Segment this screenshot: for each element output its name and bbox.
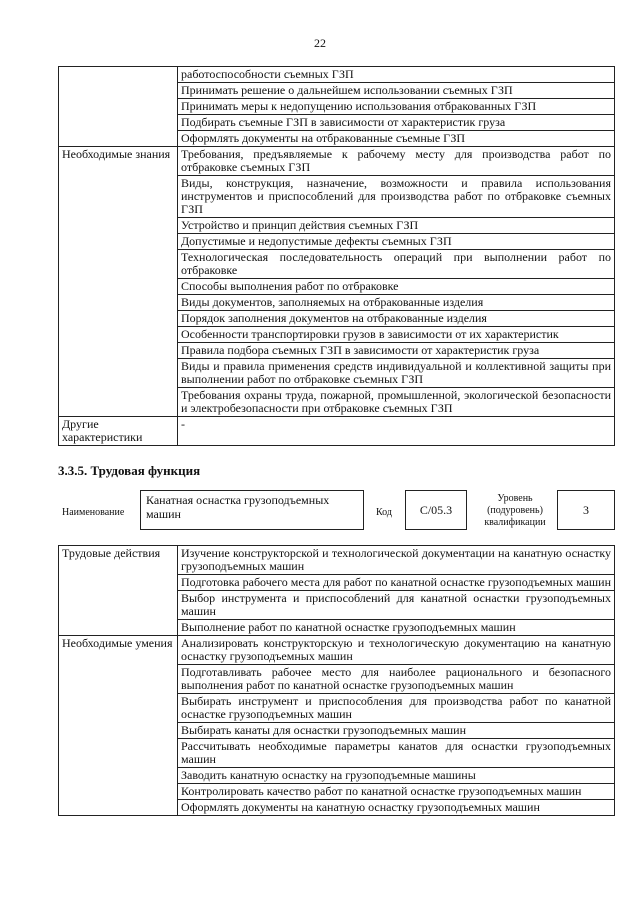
row-item: Выполнение работ по канатной оснастке грузоподъемных машин: [178, 620, 615, 636]
code-box: [405, 490, 467, 530]
row-item: Изучение конструкторской и технологической документации на канатную оснастку грузоподъемных машин: [178, 546, 615, 575]
row-item: Порядок заполнения документов на отбракованные изделия: [178, 311, 615, 327]
row-item: Оформлять документы на канатную оснастку грузоподъемных машин: [178, 800, 615, 816]
table-row: [59, 636, 615, 665]
table-row: [59, 417, 615, 446]
function-name-value: Канатная оснастка грузоподъемных машин: [146, 493, 330, 521]
section-heading: 3.3.5. Трудовая функция: [58, 463, 201, 478]
function-header-row: [58, 490, 615, 536]
level-label: Уровень (подуровень) квалификации: [484, 493, 546, 528]
row-label: [59, 67, 178, 147]
row-item: Принимать меры к недопущению использования отбракованных ГЗП: [178, 99, 615, 115]
row-item: Рассчитывать необходимые параметры канатов для оснастки грузоподъемных машин: [178, 739, 615, 768]
row-item: Требования, предъявляемые к рабочему месту для производства работ по отбраковке съемных ГЗП: [178, 147, 615, 176]
row-item: Подготовка рабочего места для работ по канатной оснастке грузоподъемных машин: [178, 575, 615, 591]
row-item: Принимать решение о дальнейшем использовании съемных ГЗП: [178, 83, 615, 99]
row-item: Выбор инструмента и приспособлений для канатной оснастки грузоподъемных машин: [178, 591, 615, 620]
code-value: С/05.3: [419, 503, 453, 517]
table-row: [59, 546, 615, 575]
row-label: Другие характеристики: [59, 417, 178, 446]
function-name-box: [140, 490, 364, 530]
row-item: Подбирать съемные ГЗП в зависимости от характеристик груза: [178, 115, 615, 131]
table-row: [59, 67, 615, 83]
row-item: Выбирать инструмент и приспособления для производства работ по канатной оснастке грузоподъемных машин: [178, 694, 615, 723]
level-value: 3: [583, 503, 589, 517]
row-item: Подготавливать рабочее место для наиболее рационального и безопасного выполнения работ по канатной оснастке грузоподъемных машин: [178, 665, 615, 694]
row-item: Устройство и принцип действия съемных ГЗП: [178, 218, 615, 234]
row-item: -: [178, 417, 615, 446]
row-item: Требования охраны труда, пожарной, промышленной, экологической безопасности и электробезопасности при отбраковке съемных ГЗП: [178, 388, 615, 417]
row-item: Заводить канатную оснастку на грузоподъемные машины: [178, 768, 615, 784]
level-box: [557, 490, 615, 530]
row-item: работоспособности съемных ГЗП: [178, 67, 615, 83]
row-item: Допустимые и недопустимые дефекты съемных ГЗП: [178, 234, 615, 250]
name-label: Наименование: [62, 507, 125, 518]
row-item: Выбирать канаты для оснастки грузоподъемных машин: [178, 723, 615, 739]
requirements-table: [58, 66, 615, 446]
row-item: Анализировать конструкторскую и технологическую документацию на канатную оснастку грузоподъемных машин: [178, 636, 615, 665]
table-row: [59, 147, 615, 176]
row-item: Виды, конструкция, назначение, возможности и правила использования инструментов и приспособлений для производства работ по отбраковке съемных ГЗП: [178, 176, 615, 218]
code-label: Код: [376, 507, 392, 518]
row-item: Правила подбора съемных ГЗП в зависимости от характеристик груза: [178, 343, 615, 359]
row-item: Контролировать качество работ по канатной оснастке грузоподъемных машин: [178, 784, 615, 800]
row-label: Трудовые действия: [59, 546, 178, 636]
row-item: Виды документов, заполняемых на отбракованные изделия: [178, 295, 615, 311]
row-item: Способы выполнения работ по отбраковке: [178, 279, 615, 295]
row-label: Необходимые умения: [59, 636, 178, 816]
row-item: Оформлять документы на отбракованные съемные ГЗП: [178, 131, 615, 147]
function-table: [58, 545, 615, 816]
row-label: Необходимые знания: [59, 147, 178, 417]
page-number: 22: [314, 36, 326, 50]
row-item: Технологическая последовательность операций при выполнении работ по отбраковке: [178, 250, 615, 279]
row-item: Виды и правила применения средств индивидуальной и коллективной защиты при выполнении работ по отбраковке съемных ГЗП: [178, 359, 615, 388]
row-item: Особенности транспортировки грузов в зависимости от их характеристик: [178, 327, 615, 343]
